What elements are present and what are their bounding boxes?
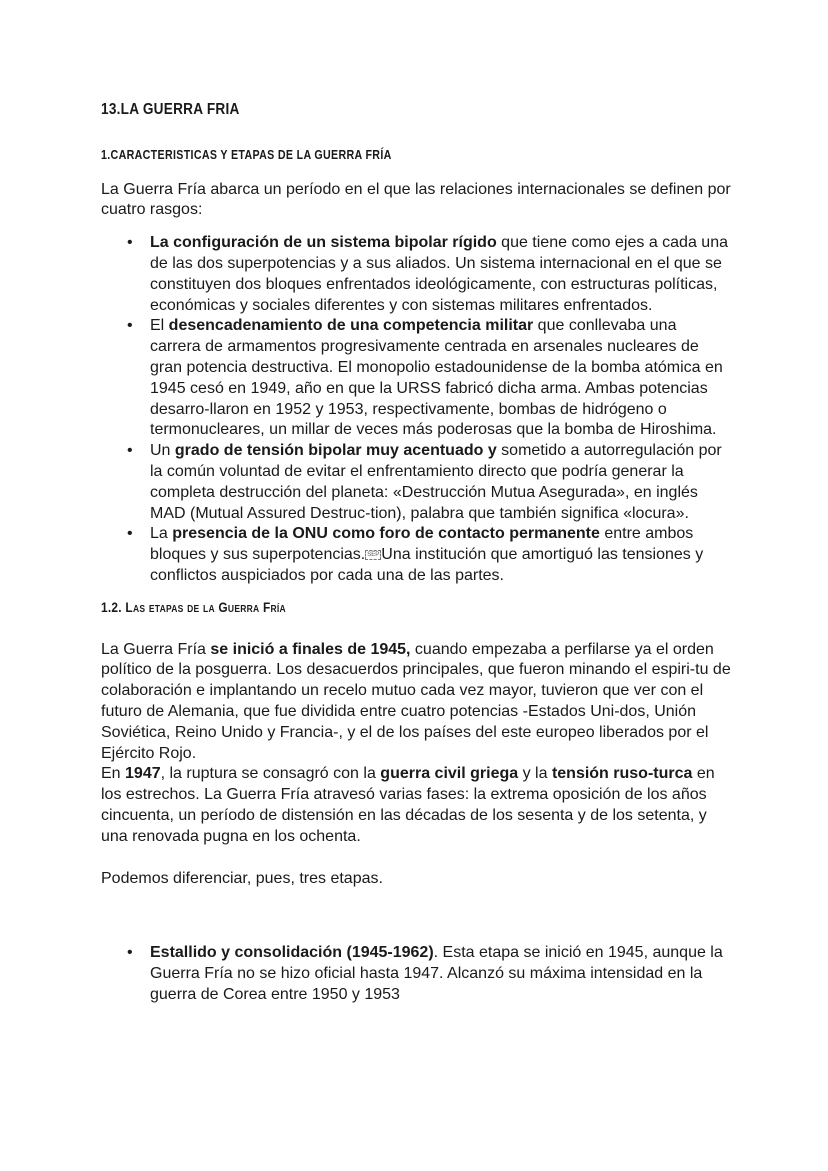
list-item	[150, 524, 731, 586]
text: cuando empezaba a perfilarse ya el orden político de la posguerra. Los desacuerdos principales, que fueron minando el espiri-tu de colaboración e implantando un recelo mutuo cada vez mayor, tuvieron que ver con el futuro de Alemania, que fue dividida entre cuatro potencias -Estados Uni-dos, Unión Soviética, Reino Unido y Francia-, y el de los países del este europeo liberados por el Ejército Rojo.	[101, 640, 731, 762]
bold-text: desencadenamiento de una competencia militar	[168, 317, 534, 335]
intro-paragraph: La Guerra Fría abarca un período en el que las relaciones internacionales se definen por cuatro rasgos:	[101, 180, 731, 219]
bold-text: 1947	[125, 765, 161, 783]
bold-text: guerra civil griega	[380, 765, 519, 783]
bold-text: presencia de la ONU como foro de contacto permanente	[172, 525, 600, 543]
stages-list	[101, 943, 731, 1005]
text: y la	[518, 765, 552, 783]
paragraph	[101, 640, 731, 765]
document-title: 13.LA GUERRA FRIA	[101, 101, 240, 118]
paragraph: Podemos diferenciar, pues, tres etapas.	[101, 869, 383, 887]
text: El	[150, 317, 169, 335]
text: En	[101, 765, 126, 783]
sep-glyph-icon: SEP	[367, 551, 380, 558]
text: en los estrechos. La Guerra Fría atravesó varias fases: la extrema oposición de los años cincuenta, un período de distensión en las décadas de los sesenta y de los setenta, y una renovada pugna en los ochenta.	[101, 765, 715, 845]
bold-text: se inició a finales de 1945,	[210, 640, 411, 658]
subsection-heading: 1.2. Las etapas de la Guerra Fría	[101, 598, 286, 615]
text: sometido a autorregulación por la común voluntad de evitar el enfrentamiento directo que podría generar la completa destrucción del planeta: «Destrucción Mutua Asegurada», en inglés MAD (Mutual Assured Destruc-tion), palabra que también significa «locura».	[150, 442, 722, 522]
text: . Esta etapa se inició en 1945, aunque la Guerra Fría no se hizo oficial hasta 1947. Alcanzó su máxima intensidad en la guerra de Corea entre 1950 y 1953	[150, 944, 723, 1003]
list-item	[150, 233, 731, 316]
text: La Guerra Fría	[101, 640, 211, 658]
text: que tiene como ejes a cada una de las dos superpotencias y a sus aliados. Un sistema internacional en el que se constituyen dos bloques enfrentados ideológicamente, con estructuras políticas, económicas y sociales diferentes y con sistemas militares enfrentados.	[150, 234, 728, 314]
text: entre ambos bloques y sus superpotencias.	[150, 525, 694, 564]
text: La	[150, 525, 173, 543]
text: Una institución que amortiguó las tensiones y conflictos auspiciados por cada una de las partes.	[150, 546, 704, 584]
bold-text: tensión ruso-turca	[551, 765, 693, 783]
list-item	[150, 943, 731, 1005]
bold-text: Estallido y consolidación (1945-1962)	[150, 944, 434, 962]
bold-text: La configuración de un sistema bipolar rígido	[150, 234, 497, 252]
features-list	[101, 233, 731, 587]
document-page	[101, 100, 731, 1006]
text: , la ruptura se consagró con la	[160, 765, 381, 783]
text: que conllevaba una carrera de armamentos progresivamente centrada en arsenales nucleares de gran potencia destructiva. El monopolio estadounidense de la bomba atómica en 1945 cesó en 1949, año en que la URSS fabricó dicha arma. Ambas potencias desarro-llaron en 1952 y 1953, respectivamente, bombas de hidrógeno o termonucleares, un millar de veces más poderosas que la bomba de Hiroshima.	[150, 317, 723, 439]
bold-text: grado de tensión bipolar muy acentuado y	[174, 442, 497, 460]
text: Un	[150, 442, 175, 460]
section-heading: 1.CARACTERISTICAS Y ETAPAS DE LA GUERRA FRÍA	[101, 146, 392, 162]
list-item	[150, 441, 731, 524]
paragraph	[101, 764, 731, 847]
list-item	[150, 316, 731, 441]
